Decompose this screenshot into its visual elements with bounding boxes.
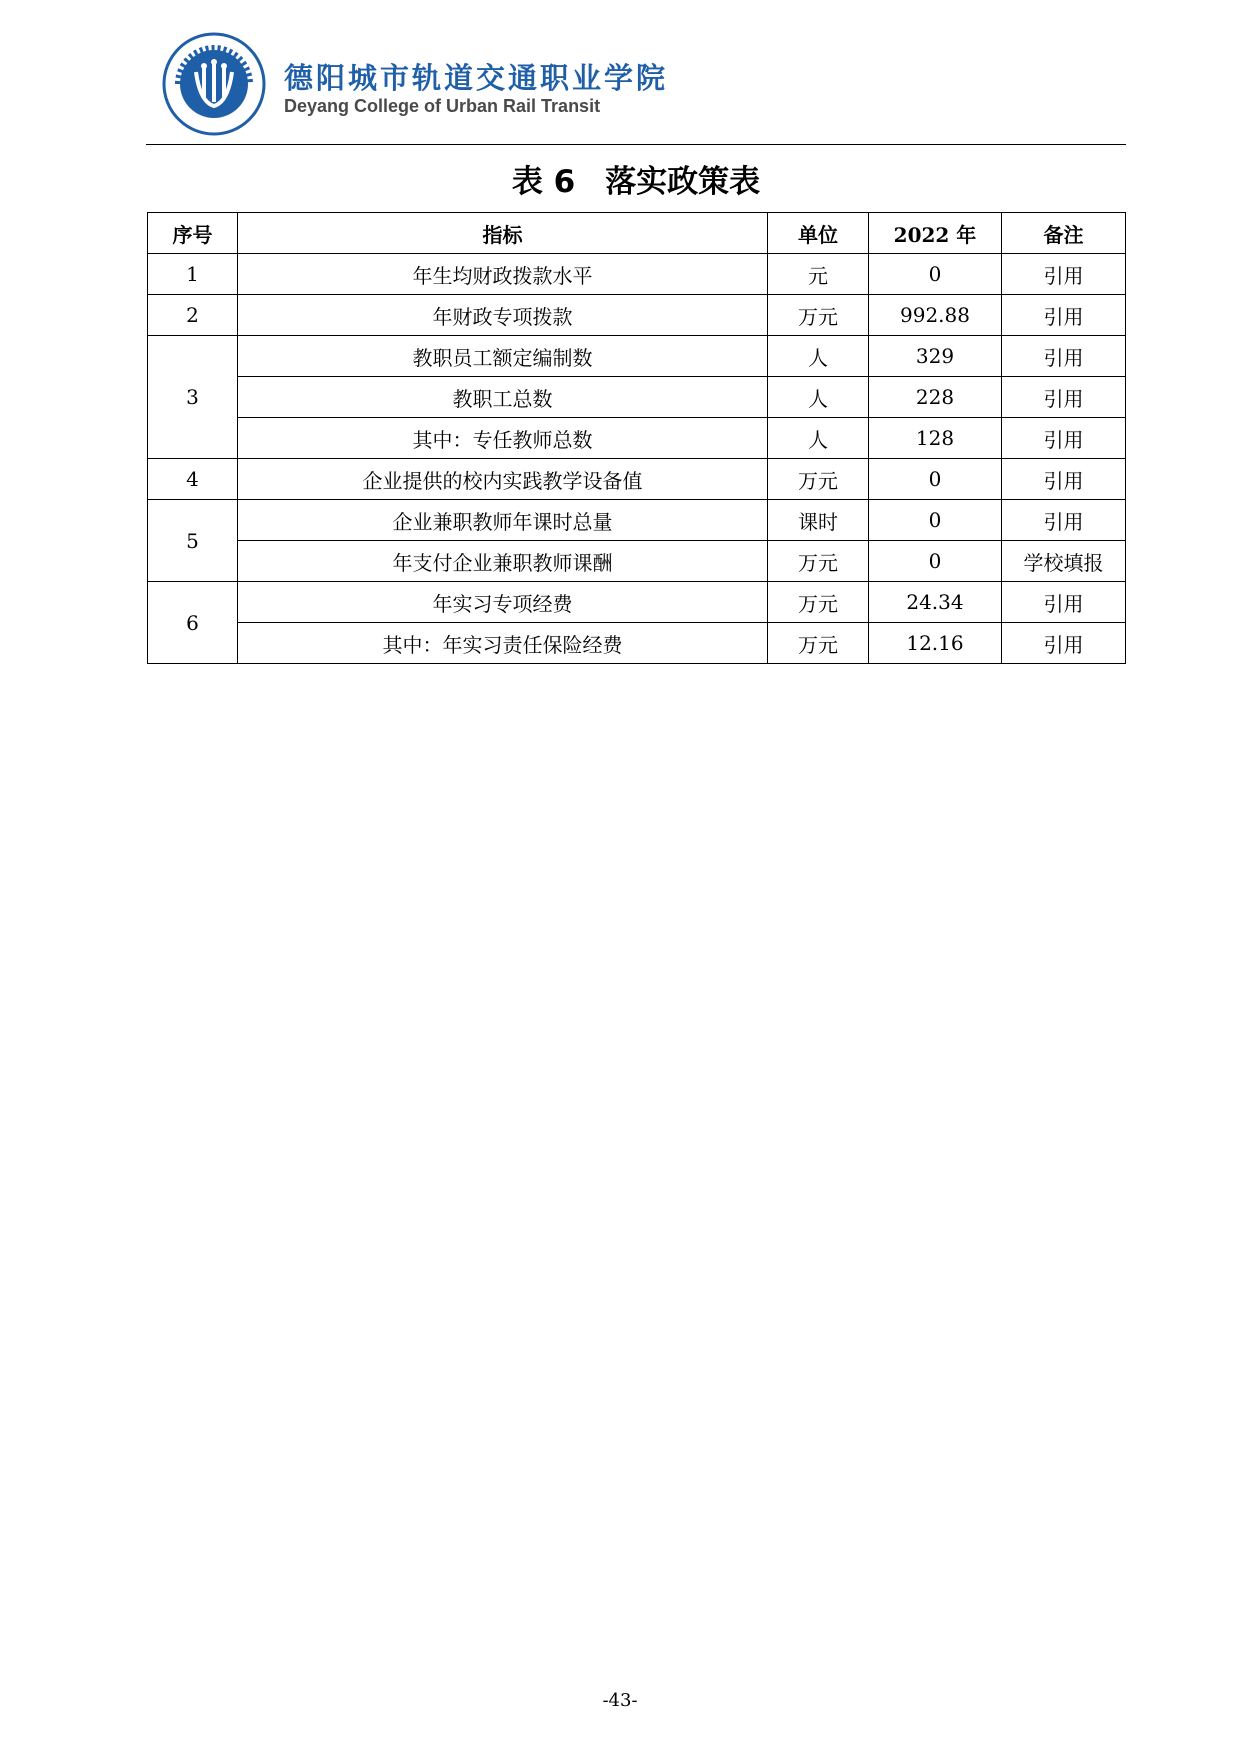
note-cell: 引用	[1002, 295, 1126, 336]
table-number: 表 6	[511, 164, 576, 200]
indicator-cell: 教职工总数	[238, 377, 768, 418]
school-name-cn: 德阳城市轨道交通职业学院	[284, 61, 669, 95]
table-title	[146, 156, 1126, 201]
unit-cell: 万元	[768, 295, 869, 336]
table-row	[148, 336, 1126, 377]
header-divider	[146, 144, 1126, 145]
header-note: 备注	[1002, 213, 1126, 254]
value-cell: 0	[869, 500, 1002, 541]
seq-cell: 1	[148, 254, 238, 295]
college-seal-icon	[162, 32, 266, 136]
indicator-cell: 其中：年实习责任保险经费	[238, 623, 768, 664]
school-name-en: Deyang College of Urban Rail Transit	[284, 96, 601, 116]
unit-cell: 人	[768, 377, 869, 418]
table-row	[148, 295, 1126, 336]
value-cell: 12.16	[869, 623, 1002, 664]
unit-cell: 人	[768, 336, 869, 377]
value-cell: 128	[869, 418, 1002, 459]
note-cell: 引用	[1002, 418, 1126, 459]
indicator-cell: 其中：专任教师总数	[238, 418, 768, 459]
note-cell: 引用	[1002, 377, 1126, 418]
value-cell: 0	[869, 254, 1002, 295]
unit-cell: 万元	[768, 459, 869, 500]
seq-cell: 3	[148, 336, 238, 459]
table-row	[148, 459, 1126, 500]
value-cell: 992.88	[869, 295, 1002, 336]
table-row	[148, 500, 1126, 541]
table-row	[148, 541, 1126, 582]
unit-cell: 万元	[768, 582, 869, 623]
value-cell: 329	[869, 336, 1002, 377]
header-indicator: 指标	[238, 213, 768, 254]
note-cell: 学校填报	[1002, 541, 1126, 582]
table-row	[148, 254, 1126, 295]
header-unit: 单位	[768, 213, 869, 254]
note-cell: 引用	[1002, 582, 1126, 623]
indicator-cell: 年财政专项拨款	[238, 295, 768, 336]
note-cell: 引用	[1002, 336, 1126, 377]
table-title-text: 落实政策表	[605, 164, 761, 200]
indicator-cell: 企业兼职教师年课时总量	[238, 500, 768, 541]
header-year: 2022 年	[869, 213, 1002, 254]
note-cell: 引用	[1002, 459, 1126, 500]
value-cell: 24.34	[869, 582, 1002, 623]
table-row	[148, 377, 1126, 418]
page-number: -43-	[602, 1690, 638, 1711]
unit-cell: 课时	[768, 500, 869, 541]
page-header	[146, 32, 1126, 142]
indicator-cell: 企业提供的校内实践教学设备值	[238, 459, 768, 500]
seq-cell: 5	[148, 500, 238, 582]
header-seq: 序号	[148, 213, 238, 254]
table-row	[148, 623, 1126, 664]
seq-cell: 4	[148, 459, 238, 500]
indicator-cell: 教职员工额定编制数	[238, 336, 768, 377]
table-row	[148, 418, 1126, 459]
unit-cell: 万元	[768, 541, 869, 582]
indicator-cell: 年实习专项经费	[238, 582, 768, 623]
value-cell: 228	[869, 377, 1002, 418]
indicator-cell: 年支付企业兼职教师课酬	[238, 541, 768, 582]
seq-cell: 2	[148, 295, 238, 336]
unit-cell: 元	[768, 254, 869, 295]
value-cell: 0	[869, 459, 1002, 500]
note-cell: 引用	[1002, 500, 1126, 541]
note-cell: 引用	[1002, 254, 1126, 295]
seq-cell: 6	[148, 582, 238, 664]
table-row	[148, 582, 1126, 623]
indicator-cell: 年生均财政拨款水平	[238, 254, 768, 295]
note-cell: 引用	[1002, 623, 1126, 664]
unit-cell: 人	[768, 418, 869, 459]
unit-cell: 万元	[768, 623, 869, 664]
value-cell: 0	[869, 541, 1002, 582]
policy-table	[147, 212, 1126, 664]
table-header-row	[148, 213, 1126, 254]
